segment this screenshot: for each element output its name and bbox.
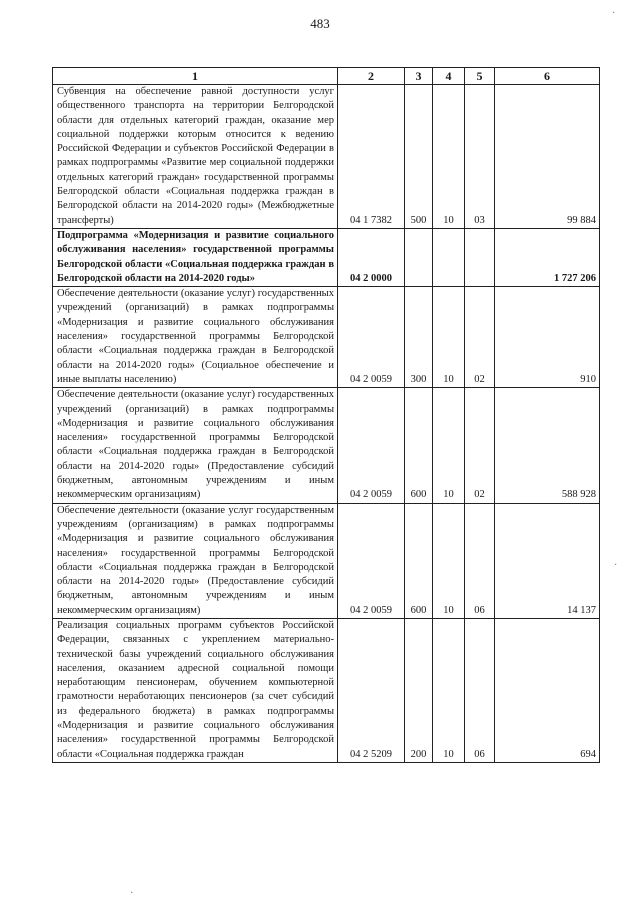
header-col-3: 3 [405, 68, 433, 85]
header-col-6: 6 [495, 68, 600, 85]
row-amount: 14 137 [495, 503, 600, 618]
row-col3: 500 [405, 85, 433, 229]
table-row [53, 503, 600, 618]
row-amount: 99 884 [495, 85, 600, 229]
row-description: Субвенция на обеспечение равной доступности услуг общественного транспорта на территории Белгородской области для отдельных категорий граждан, оказание мер социальной поддержки которым относится к ведению Российской Федерации и субъектов Российской Федерации в рамках подпрограммы «Развитие мер социальной поддержки отдельных категорий граждан» государственной программы Белгородской области «Социальная поддержка граждан в Белгородской области на 2014-2020 годы» (Межбюджетные трансферты) [53, 85, 338, 229]
row-amount: 910 [495, 287, 600, 388]
row-code: 04 2 0000 [338, 228, 405, 286]
row-col3: 600 [405, 503, 433, 618]
table-row [53, 388, 600, 503]
scan-speck: · [614, 560, 618, 571]
row-col4 [433, 228, 465, 286]
table-row [53, 287, 600, 388]
row-col5: 02 [465, 388, 495, 503]
budget-table [52, 67, 600, 763]
row-col5: 06 [465, 503, 495, 618]
header-row [53, 68, 600, 85]
header-col-5: 5 [465, 68, 495, 85]
row-col5: 03 [465, 85, 495, 229]
header-col-4: 4 [433, 68, 465, 85]
row-col4: 10 [433, 503, 465, 618]
row-code: 04 2 0059 [338, 503, 405, 618]
row-col5: 06 [465, 618, 495, 762]
row-amount: 588 928 [495, 388, 600, 503]
row-description: Обеспечение деятельности (оказание услуг государственным учреждениям (организациям) в рамках подпрограммы «Модернизация и развитие социального обслуживания населения» государственной программы Белгородской области «Социальная поддержка граждан в Белгородской области на 2014-2020 годы» (Предоставление субсидий бюджетным, автономным учреждениям и иным некоммерческим организациям) [53, 503, 338, 618]
row-amount: 694 [495, 618, 600, 762]
row-col5: 02 [465, 287, 495, 388]
row-col4: 10 [433, 618, 465, 762]
table-row [53, 228, 600, 286]
row-description: Обеспечение деятельности (оказание услуг) государственных учреждений (организаций) в рамках подпрограммы «Модернизация и развитие социального обслуживания населения» государственной программы Белгородской области «Социальная поддержка граждан в Белгородской области на 2014-2020 годы» (Предоставление субсидий бюджетным, автономным учреждениям и иным некоммерческим организациям) [53, 388, 338, 503]
row-code: 04 2 0059 [338, 287, 405, 388]
row-col4: 10 [433, 287, 465, 388]
row-col4: 10 [433, 85, 465, 229]
row-code: 04 1 7382 [338, 85, 405, 229]
row-description: Реализация социальных программ субъектов Российской Федерации, связанных с укреплением материально-технической базы учреждений социального обслуживания населения, оказанием адресной социальной помощи неработающим пенсионерам, обучением компьютерной грамотности неработающих пенсионеров (за счет субсидий из федерального бюджета) в рамках подпрограммы «Модернизация и развитие социального обслуживания населения» государственной программы Белгородской области «Социальная поддержка граждан [53, 618, 338, 762]
row-col3: 300 [405, 287, 433, 388]
row-col4: 10 [433, 388, 465, 503]
row-description: Подпрограмма «Модернизация и развитие социального обслуживания населения» государственной программы Белгородской области «Социальная поддержка граждан в Белгородской области на 2014-2020 годы» [53, 228, 338, 286]
table-row [53, 85, 600, 229]
row-amount: 1 727 206 [495, 228, 600, 286]
scan-speck: · [130, 888, 134, 899]
row-code: 04 2 0059 [338, 388, 405, 503]
row-code: 04 2 5209 [338, 618, 405, 762]
header-col-2: 2 [338, 68, 405, 85]
scan-speck: · [612, 8, 616, 19]
row-col3 [405, 228, 433, 286]
row-col5 [465, 228, 495, 286]
row-col3: 200 [405, 618, 433, 762]
table-row [53, 618, 600, 762]
page-number: 483 [310, 16, 330, 31]
header-col-1: 1 [53, 68, 338, 85]
row-col3: 600 [405, 388, 433, 503]
row-description: Обеспечение деятельности (оказание услуг) государственных учреждений (организаций) в рамках подпрограммы «Модернизация и развитие социального обслуживания населения» государственной программы Белгородской области «Социальная поддержка граждан в Белгородской области на 2014-2020 годы» (Социальное обеспечение и иные выплаты населению) [53, 287, 338, 388]
